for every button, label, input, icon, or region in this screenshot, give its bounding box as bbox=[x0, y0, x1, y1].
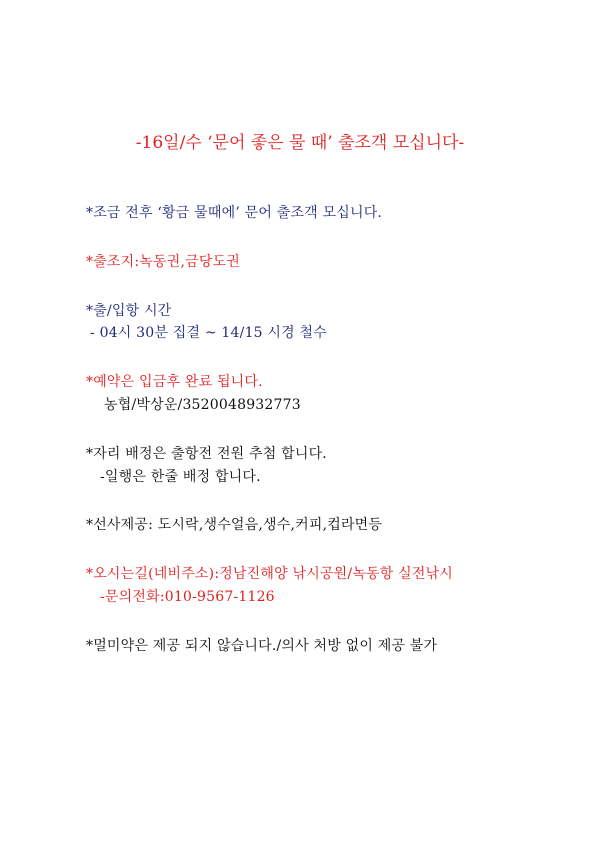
directions-line: *오시는길(네비주소):정남진해양 낚시공원/녹동항 실전낚시 bbox=[86, 566, 454, 582]
seating-detail: -일행은 한줄 배정 합니다. bbox=[100, 469, 261, 485]
account-line: 농협/박상운/3520048932773 bbox=[104, 397, 301, 413]
provided-line: *선사제공: 도시락,생수얼음,생수,커피,컵라면등 bbox=[86, 517, 383, 533]
intro-line: *조금 전후 ‘황금 물때에’ 문어 출조객 모십니다. bbox=[86, 205, 383, 221]
reservation-line: *예약은 입금후 완료 됩니다. bbox=[86, 374, 263, 390]
contact-line: -문의전화:010-9567-1126 bbox=[100, 589, 275, 605]
page-title: -16일/수 ‘문어 좋은 물 때’ 출조객 모십니다- bbox=[135, 133, 465, 153]
seasickness-line: *멀미약은 제공 되지 않습니다./의사 처방 없이 제공 불가 bbox=[86, 638, 438, 654]
schedule-heading: *출/입항 시간 bbox=[86, 303, 172, 319]
schedule-detail: - 04시 30분 집결 ~ 14/15 시경 철수 bbox=[90, 325, 327, 341]
departure-line: *출조지:녹동권,금당도권 bbox=[86, 254, 241, 270]
seating-line: *자리 배정은 출항전 전원 추첨 합니다. bbox=[86, 446, 327, 462]
